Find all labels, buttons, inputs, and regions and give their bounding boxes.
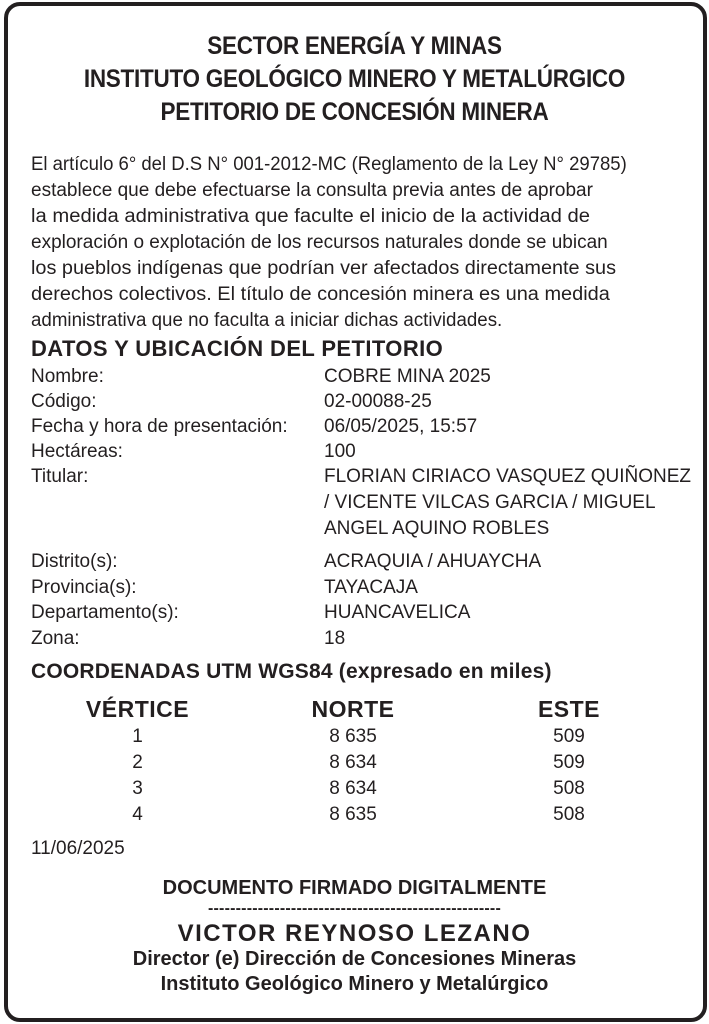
field-label: Provincia(s): xyxy=(31,577,137,598)
header-sector: SECTOR ENERGÍA Y MINAS xyxy=(207,32,502,60)
signer-name: VICTOR REYNOSO LEZANO xyxy=(177,920,532,947)
field-label: Fecha y hora de presentación: xyxy=(31,416,288,437)
coordenadas-heading: COORDENADAS UTM WGS84 (expresado en miles) xyxy=(31,660,552,683)
field-value: FLORIAN CIRIACO VASQUEZ QUIÑONEZ xyxy=(324,466,692,487)
field-value: 18 xyxy=(324,628,346,649)
este-cell: 508 xyxy=(553,804,585,825)
norte-cell: 8 635 xyxy=(329,804,377,825)
publication-date: 11/06/2025 xyxy=(31,838,125,859)
signature-line: ----------------------------------------------------- xyxy=(208,900,501,917)
field-value: 06/05/2025, 15:57 xyxy=(324,416,478,437)
intro-line: establece que debe efectuarse la consulta previa antes de aprobar xyxy=(31,180,593,201)
field-value: 02-00088-25 xyxy=(324,391,432,412)
column-header-vertice: VÉRTICE xyxy=(85,696,190,722)
column-header-norte: NORTE xyxy=(311,696,395,722)
norte-cell: 8 634 xyxy=(329,778,377,799)
intro-line: administrativa que no faculta a iniciar dichas actividades. xyxy=(31,310,503,331)
intro-line: exploración o explotación de los recursos naturales donde se ubican xyxy=(31,232,608,253)
field-value: / VICENTE VILCAS GARCIA / MIGUEL xyxy=(324,492,656,513)
field-value: HUANCAVELICA xyxy=(324,602,471,623)
intro-paragraph xyxy=(31,152,691,334)
este-cell: 509 xyxy=(553,726,585,747)
este-cell: 508 xyxy=(553,778,585,799)
header xyxy=(0,30,709,129)
header-petition: PETITORIO DE CONCESIÓN MINERA xyxy=(160,98,549,126)
field-label: Departamento(s): xyxy=(31,602,179,623)
field-value: TAYACAJA xyxy=(324,577,418,598)
field-value: ANGEL AQUINO ROBLES xyxy=(324,518,550,539)
intro-line: los pueblos indígenas que podrían ver afectados directamente sus xyxy=(31,258,617,279)
field-label: Titular: xyxy=(31,466,89,487)
este-cell: 509 xyxy=(553,752,585,773)
column-header-este: ESTE xyxy=(537,696,601,722)
vertex-cell: 4 xyxy=(132,804,143,825)
field-value: 100 xyxy=(324,441,356,462)
vertex-cell: 2 xyxy=(132,752,143,773)
digital-signature-stamp: DOCUMENTO FIRMADO DIGITALMENTE xyxy=(162,877,547,899)
datos-heading: DATOS Y UBICACIÓN DEL PETITORIO xyxy=(31,336,444,361)
vertex-cell: 3 xyxy=(132,778,143,799)
field-label: Distrito(s): xyxy=(31,551,118,572)
field-label: Hectáreas: xyxy=(31,441,123,462)
intro-line: derechos colectivos. El título de concesión minera es una medida xyxy=(31,284,610,305)
field-value: COBRE MINA 2025 xyxy=(324,366,491,387)
norte-cell: 8 634 xyxy=(329,752,377,773)
norte-cell: 8 635 xyxy=(329,726,377,747)
field-value: ACRAQUIA / AHUAYCHA xyxy=(324,551,542,572)
field-label: Nombre: xyxy=(31,366,104,387)
intro-line: El artículo 6° del D.S N° 001-2012-MC (Reglamento de la Ley N° 29785) xyxy=(31,154,627,175)
signer-role: Director (e) Dirección de Concesiones Mineras xyxy=(132,948,577,970)
signer-organization: Instituto Geológico Minero y Metalúrgico xyxy=(160,973,549,995)
intro-line: la medida administrativa que faculte el inicio de la actividad de xyxy=(31,206,591,227)
vertex-cell: 1 xyxy=(132,726,143,747)
header-institute: INSTITUTO GEOLÓGICO MINERO Y METALÚRGICO xyxy=(83,65,626,93)
field-label: Código: xyxy=(31,391,97,412)
field-label: Zona: xyxy=(31,628,80,649)
